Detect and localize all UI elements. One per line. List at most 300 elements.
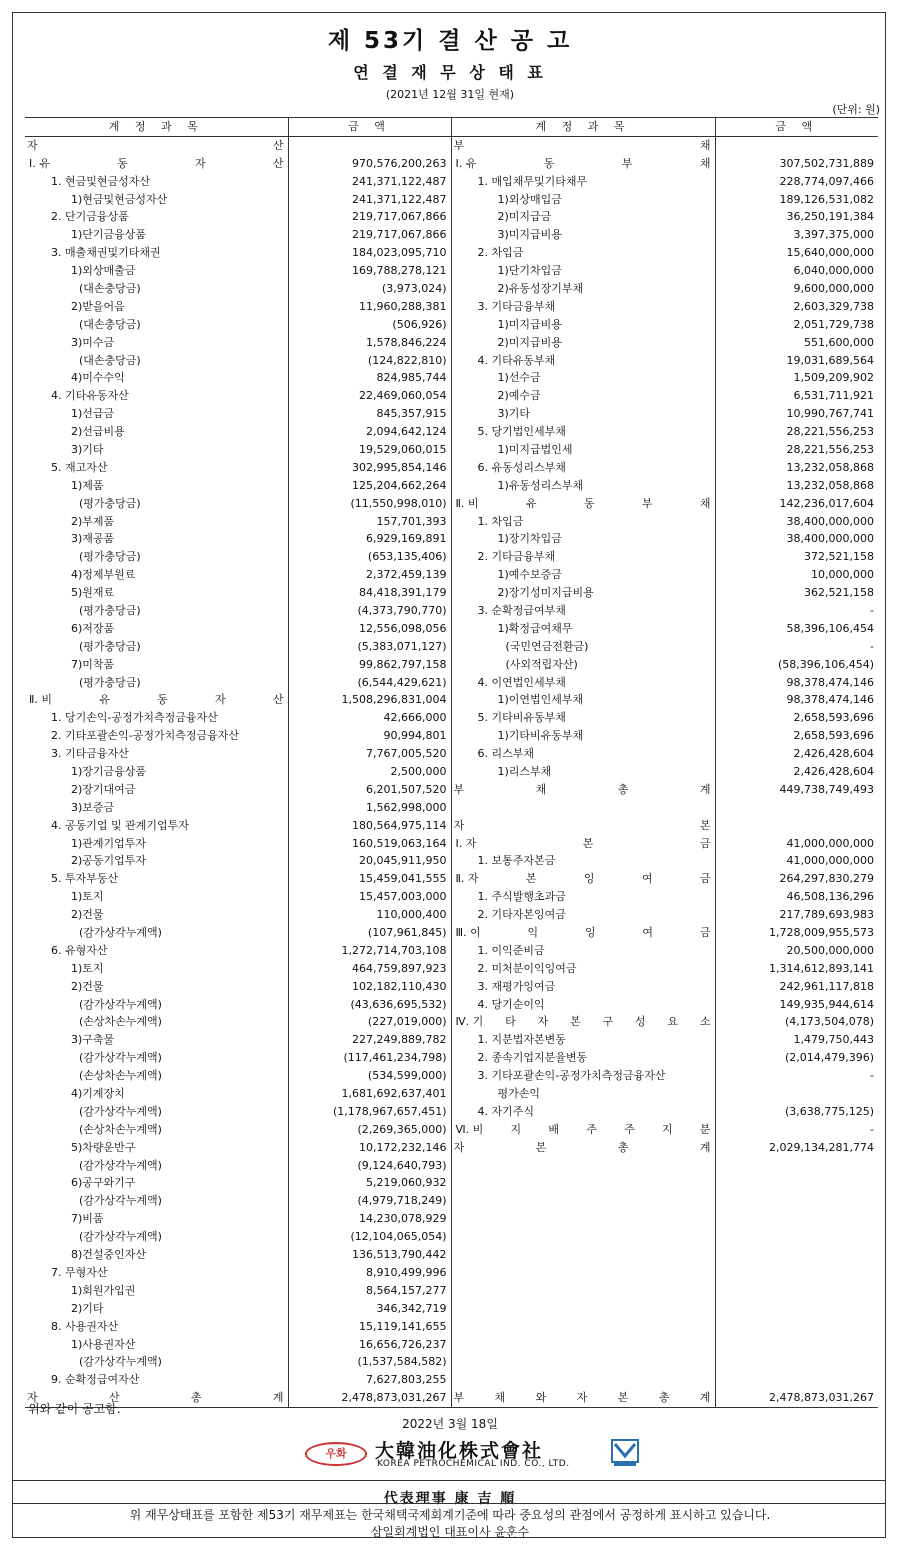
liability-equity-account: 1. 이익준비금 — [451, 942, 715, 960]
asset-amount: 464,759,897,923 — [288, 960, 451, 978]
liability-equity-account: 6. 리스부채 — [451, 745, 715, 763]
table-row — [25, 262, 878, 280]
asset-amount: 5,219,060,932 — [288, 1175, 451, 1193]
asset-amount: 180,564,975,114 — [288, 817, 451, 835]
liability-equity-amount: 142,236,017,604 — [715, 495, 878, 513]
liability-equity-amount — [715, 1085, 878, 1103]
asset-account: (감가상각누계액) — [79, 1230, 162, 1244]
liability-equity-account: 2. 미처분이익잉여금 — [451, 960, 715, 978]
asset-account: 2)건물 — [71, 908, 104, 922]
table-row — [25, 298, 878, 316]
asset-account: 자 산 — [27, 138, 284, 152]
liability-equity-account: 3)미지급비용 — [451, 226, 715, 244]
liability-equity-amount: 2,603,329,738 — [715, 298, 878, 316]
asset-account: 7)미착품 — [71, 657, 115, 671]
asset-account: 2)받을어음 — [71, 299, 125, 313]
asset-amount: 14,230,078,929 — [288, 1210, 451, 1228]
asset-amount: (1,178,967,657,451) — [288, 1103, 451, 1121]
asset-account: 4)정제부원료 — [71, 568, 136, 582]
table-row — [25, 1175, 878, 1193]
table-row — [25, 1228, 878, 1246]
page-title: 제 53기 결 산 공 고 — [327, 28, 573, 54]
liability-equity-amount — [715, 1318, 878, 1336]
header-amount-right: 금 액 — [715, 118, 878, 137]
liability-equity-amount: 6,531,711,921 — [715, 387, 878, 405]
asset-amount: (12,104,065,054) — [288, 1228, 451, 1246]
asset-amount: 10,172,232,146 — [288, 1139, 451, 1157]
asset-account: 1)현금및현금성자산 — [71, 192, 168, 206]
liability-equity-amount: 10,000,000 — [715, 566, 878, 584]
liability-equity-amount: 449,738,749,493 — [715, 781, 878, 799]
asset-account: 1)외상매출금 — [71, 264, 136, 278]
table-row — [25, 352, 878, 370]
asset-account: 1)장기금융상품 — [71, 765, 147, 778]
liability-equity-account: 2)유동성장기부채 — [451, 280, 715, 298]
liability-equity-amount: 58,396,106,454 — [715, 620, 878, 638]
asset-amount: 1,681,692,637,401 — [288, 1085, 451, 1103]
liability-equity-account: 부 채 — [451, 136, 715, 154]
asset-account: 3)보증금 — [71, 800, 115, 814]
asset-account: 2)장기대여금 — [71, 782, 136, 796]
asset-account: Ⅱ. 비 유 동 자 산 — [29, 693, 284, 707]
liability-equity-account: 2. 차입금 — [451, 244, 715, 262]
liability-equity-amount: 38,400,000,000 — [715, 530, 878, 548]
liability-equity-account: 2)미지급금 — [451, 208, 715, 226]
asset-account: (감가상각누계액) — [79, 1355, 162, 1369]
table-row — [25, 1192, 878, 1210]
liability-equity-amount — [715, 817, 878, 835]
asset-account: 4)미수수익 — [71, 371, 125, 385]
asset-amount: (2,269,365,000) — [288, 1121, 451, 1139]
liability-equity-amount: (2,014,479,396) — [715, 1049, 878, 1067]
asset-account: 8)건설중인자산 — [71, 1248, 147, 1262]
liability-equity-amount: 20,500,000,000 — [715, 942, 878, 960]
asset-amount: 1,508,296,831,004 — [288, 692, 451, 710]
liability-equity-amount: - — [715, 1121, 878, 1139]
asset-amount: (4,373,790,770) — [288, 602, 451, 620]
liability-equity-account: 1. 차입금 — [451, 513, 715, 531]
asset-account: 3)미수금 — [71, 335, 115, 349]
liability-equity-account: 3. 기타금융부채 — [451, 298, 715, 316]
liability-equity-account: 1. 보통주자본금 — [451, 853, 715, 871]
table-row — [25, 620, 878, 638]
liability-equity-amount: (3,638,775,125) — [715, 1103, 878, 1121]
liability-equity-account: 부 채 와 자 본 총 계 — [451, 1389, 715, 1407]
liability-equity-account: 3. 재평가잉여금 — [451, 978, 715, 996]
asset-amount: 99,862,797,158 — [288, 656, 451, 674]
asset-amount: (43,636,695,532) — [288, 996, 451, 1014]
asset-account: (대손충당금) — [79, 281, 141, 295]
table-row — [25, 1264, 878, 1282]
asset-amount: (506,926) — [288, 316, 451, 334]
closing-statement: 위와 같이 공고함. — [28, 1402, 121, 1416]
asset-account: 1)회원가입권 — [71, 1283, 136, 1297]
asset-amount: (124,822,810) — [288, 352, 451, 370]
table-row — [25, 817, 878, 835]
liability-equity-amount: 15,640,000,000 — [715, 244, 878, 262]
liability-equity-account: 2)장기성미지급비용 — [451, 584, 715, 602]
liability-equity-account — [451, 1157, 715, 1175]
liability-equity-amount: 2,658,593,696 — [715, 727, 878, 745]
liability-equity-amount — [715, 1371, 878, 1389]
liability-equity-account — [451, 1371, 715, 1389]
company-logo-icon: 우화 — [305, 1442, 367, 1466]
asset-account: (감가상각누계액) — [79, 1158, 162, 1172]
table-row — [25, 173, 878, 191]
liability-equity-account: 3)기타 — [451, 405, 715, 423]
asset-amount: (4,979,718,249) — [288, 1192, 451, 1210]
table-row — [25, 1049, 878, 1067]
liability-equity-account: 1)확정급여채무 — [451, 620, 715, 638]
table-row — [25, 727, 878, 745]
asset-amount: 2,478,873,031,267 — [288, 1389, 451, 1407]
table-body — [25, 136, 878, 1407]
asset-account: (평가충당금) — [79, 496, 141, 510]
liability-equity-amount — [715, 1264, 878, 1282]
liability-equity-amount: 9,600,000,000 — [715, 280, 878, 298]
table-row — [25, 548, 878, 566]
liability-equity-account: 3. 순확정급여부채 — [451, 602, 715, 620]
liability-equity-account: 평가손익 — [451, 1085, 715, 1103]
table-row — [25, 674, 878, 692]
table-row — [25, 513, 878, 531]
asset-amount: 6,929,169,891 — [288, 530, 451, 548]
asset-amount: 241,371,122,487 — [288, 191, 451, 209]
liability-equity-account: Ⅳ. 기 타 자 본 구 성 요 소 — [451, 1014, 715, 1032]
table-row — [25, 924, 878, 942]
liability-equity-account — [451, 1246, 715, 1264]
asset-account: 2. 단기금융상품 — [51, 210, 129, 224]
table-row — [25, 566, 878, 584]
liability-equity-amount: 2,426,428,604 — [715, 745, 878, 763]
liability-equity-amount: 149,935,944,614 — [715, 996, 878, 1014]
divider — [12, 1503, 886, 1504]
liability-equity-account: 1)유동성리스부채 — [451, 477, 715, 495]
table-row — [25, 191, 878, 209]
asset-amount: (107,961,845) — [288, 924, 451, 942]
company-block — [305, 1436, 655, 1472]
liability-equity-amount — [715, 1157, 878, 1175]
liability-equity-account: 1)외상매입금 — [451, 191, 715, 209]
liability-equity-amount: 372,521,158 — [715, 548, 878, 566]
asset-account: (감가상각누계액) — [79, 997, 162, 1011]
liability-equity-amount — [715, 1175, 878, 1193]
liability-equity-amount: 2,658,593,696 — [715, 709, 878, 727]
table-row — [25, 226, 878, 244]
statement-title: 연 결 재 무 상 태 표 — [353, 63, 547, 82]
header-account-left: 계 정 과 목 — [25, 118, 288, 137]
asset-account: (대손충당금) — [79, 317, 141, 331]
asset-amount: 1,562,998,000 — [288, 799, 451, 817]
table-row — [25, 280, 878, 298]
table-row — [25, 136, 878, 154]
table-row — [25, 1085, 878, 1103]
asset-account: 1)관계기업투자 — [71, 836, 147, 850]
table-row — [25, 960, 878, 978]
liability-equity-amount: - — [715, 602, 878, 620]
asset-account: 1)토지 — [71, 961, 104, 975]
asset-amount: (1,537,584,582) — [288, 1353, 451, 1371]
liability-equity-account — [451, 1336, 715, 1354]
liability-equity-account: 자 본 — [451, 817, 715, 835]
table-row — [25, 1103, 878, 1121]
table-row — [25, 656, 878, 674]
asset-amount: 6,201,507,520 — [288, 781, 451, 799]
table-row — [25, 316, 878, 334]
table-row — [25, 1389, 878, 1407]
table-row — [25, 387, 878, 405]
company-name-english: KOREA PETROCHEMICAL IND. CO., LTD. — [377, 1459, 570, 1469]
liability-equity-amount: 1,314,612,893,141 — [715, 960, 878, 978]
table-row — [25, 1014, 878, 1032]
liability-equity-amount: 6,040,000,000 — [715, 262, 878, 280]
table-row — [25, 906, 878, 924]
liability-equity-account — [451, 1300, 715, 1318]
liability-equity-amount: 19,031,689,564 — [715, 352, 878, 370]
liability-equity-amount: 2,478,873,031,267 — [715, 1389, 878, 1407]
liability-equity-amount — [715, 136, 878, 154]
liability-equity-account: Ⅱ. 자 본 잉 여 금 — [451, 870, 715, 888]
liability-equity-account — [451, 1264, 715, 1282]
asset-amount: 8,564,157,277 — [288, 1282, 451, 1300]
asset-amount: 136,513,790,442 — [288, 1246, 451, 1264]
asset-account: 9. 순확정급여자산 — [51, 1373, 140, 1387]
asset-amount: 11,960,288,381 — [288, 298, 451, 316]
asset-account: (평가충당금) — [79, 603, 141, 617]
asset-amount: 22,469,060,054 — [288, 387, 451, 405]
liability-equity-account: 2. 종속기업지분율변동 — [451, 1049, 715, 1067]
asset-account: 자 산 총 계 — [25, 1389, 288, 1407]
liability-equity-amount: 1,728,009,955,573 — [715, 924, 878, 942]
liability-equity-account: Ⅵ. 비 지 배 주 주 지 분 — [451, 1121, 715, 1139]
asset-amount: (534,599,000) — [288, 1067, 451, 1085]
asset-amount: 824,985,744 — [288, 369, 451, 387]
liability-equity-account: 2)예수금 — [451, 387, 715, 405]
liability-equity-amount — [715, 1228, 878, 1246]
table-row — [25, 1067, 878, 1085]
asset-amount: 90,994,801 — [288, 727, 451, 745]
asset-account: 3. 기타금융자산 — [51, 747, 129, 761]
liability-equity-amount: 1,509,209,902 — [715, 369, 878, 387]
table-row — [25, 244, 878, 262]
asset-account: 7. 무형자산 — [51, 1265, 108, 1279]
table-row — [25, 888, 878, 906]
liability-equity-account: 1. 지분법자본변동 — [451, 1031, 715, 1049]
liability-equity-amount — [715, 1353, 878, 1371]
asset-amount: (3,973,024) — [288, 280, 451, 298]
divider — [12, 1480, 886, 1481]
liability-equity-amount: 28,221,556,253 — [715, 441, 878, 459]
liability-equity-account: 2. 기타금융부채 — [451, 548, 715, 566]
liability-equity-account: 자 본 총 계 — [451, 1139, 715, 1157]
liability-equity-amount: 307,502,731,889 — [715, 155, 878, 173]
asset-amount: 12,556,098,056 — [288, 620, 451, 638]
liability-equity-amount: 13,232,058,868 — [715, 459, 878, 477]
asset-amount: 125,204,662,264 — [288, 477, 451, 495]
liability-equity-account — [451, 1318, 715, 1336]
table-row — [25, 1282, 878, 1300]
asset-amount: 16,656,726,237 — [288, 1336, 451, 1354]
asset-amount: 15,459,041,555 — [288, 870, 451, 888]
asset-amount: 102,182,110,430 — [288, 978, 451, 996]
liability-equity-amount — [715, 1246, 878, 1264]
liability-equity-amount: 2,426,428,604 — [715, 763, 878, 781]
asset-account: 2)부제품 — [71, 514, 115, 528]
liability-equity-amount — [715, 1300, 878, 1318]
liability-equity-amount — [715, 1336, 878, 1354]
asset-amount: (653,135,406) — [288, 548, 451, 566]
liability-equity-account: 5. 당기법인세부채 — [451, 423, 715, 441]
liability-equity-amount: 551,600,000 — [715, 334, 878, 352]
asset-account: (평가충당금) — [79, 639, 141, 653]
liability-equity-amount — [715, 1192, 878, 1210]
asset-account: 1)제품 — [71, 478, 104, 492]
liability-equity-amount: 362,521,158 — [715, 584, 878, 602]
asset-account: 7)비품 — [71, 1212, 104, 1226]
asset-amount: 184,023,095,710 — [288, 244, 451, 262]
liability-equity-account: 1)선수금 — [451, 369, 715, 387]
asset-account: 1)단기금융상품 — [71, 228, 147, 242]
asset-amount: 15,457,003,000 — [288, 888, 451, 906]
liability-equity-account: Ⅱ. 비 유 동 부 채 — [451, 495, 715, 513]
asset-amount — [288, 136, 451, 154]
header-amount-left: 금 액 — [288, 118, 451, 137]
asset-amount: (227,019,000) — [288, 1014, 451, 1032]
asset-account: (손상차손누계액) — [79, 1069, 162, 1083]
liability-equity-account: Ⅰ. 자 본 금 — [451, 835, 715, 853]
asset-account: 6)저장품 — [71, 621, 115, 635]
asset-account: 1)사용권자산 — [71, 1337, 136, 1351]
asset-account: (감가상각누계액) — [79, 926, 162, 940]
asset-account: Ⅰ. 유 동 자 산 — [29, 156, 284, 170]
asset-amount: 227,249,889,782 — [288, 1031, 451, 1049]
liability-equity-amount: 13,232,058,868 — [715, 477, 878, 495]
asset-amount: 2,094,642,124 — [288, 423, 451, 441]
asset-account: 2)선급비용 — [71, 425, 125, 439]
as-of-date: (2021년 12월 31일 현재) — [385, 88, 515, 101]
liability-equity-account: 1. 주식발행초과금 — [451, 888, 715, 906]
table-row — [25, 530, 878, 548]
asset-account: 3)구축물 — [71, 1033, 115, 1047]
asset-amount: 219,717,067,866 — [288, 208, 451, 226]
asset-account: 3)재공품 — [71, 532, 115, 546]
asset-account: (대손충당금) — [79, 353, 141, 367]
liability-equity-amount: 98,378,474,146 — [715, 674, 878, 692]
liability-equity-amount: 36,250,191,384 — [715, 208, 878, 226]
asset-amount: 1,272,714,703,108 — [288, 942, 451, 960]
liability-equity-account: 1)예수보증금 — [451, 566, 715, 584]
table-row — [25, 369, 878, 387]
table-row — [25, 1353, 878, 1371]
table-row — [25, 155, 878, 173]
table-row — [25, 208, 878, 226]
liability-equity-account: Ⅲ. 이 익 잉 여 금 — [451, 924, 715, 942]
asset-account: 1)토지 — [71, 890, 104, 904]
liability-equity-account: 1)미지급비용 — [451, 316, 715, 334]
asset-amount: 7,627,803,255 — [288, 1371, 451, 1389]
asset-amount: 845,357,915 — [288, 405, 451, 423]
table-row — [25, 996, 878, 1014]
liability-equity-amount: 28,221,556,253 — [715, 423, 878, 441]
table-row — [25, 423, 878, 441]
table-row — [25, 1371, 878, 1389]
liability-equity-account — [451, 1353, 715, 1371]
table-row — [25, 602, 878, 620]
asset-account: (손상차손누계액) — [79, 1122, 162, 1136]
liability-equity-amount: 2,029,134,281,774 — [715, 1139, 878, 1157]
liability-equity-account: Ⅰ. 유 동 부 채 — [451, 155, 715, 173]
table-row — [25, 1210, 878, 1228]
liability-equity-account — [451, 1282, 715, 1300]
asset-account: 5)차량운반구 — [71, 1140, 136, 1154]
asset-amount: 2,372,459,139 — [288, 566, 451, 584]
table-row — [25, 441, 878, 459]
liability-equity-amount: 217,789,693,983 — [715, 906, 878, 924]
liability-equity-amount: 2,051,729,738 — [715, 316, 878, 334]
liability-equity-account: 2. 기타자본잉여금 — [451, 906, 715, 924]
asset-amount: 241,371,122,487 — [288, 173, 451, 191]
asset-amount: 15,119,141,655 — [288, 1318, 451, 1336]
auditor-name: 삼일회계법인 대표이사 윤훈수 — [370, 1525, 530, 1539]
asset-amount: 302,995,854,146 — [288, 459, 451, 477]
liability-equity-amount: 41,000,000,000 — [715, 853, 878, 871]
liability-equity-account: 1. 매입채무및기타채무 — [451, 173, 715, 191]
liability-equity-amount — [715, 799, 878, 817]
liability-equity-account: 2)미지급비용 — [451, 334, 715, 352]
liability-equity-amount: - — [715, 1067, 878, 1085]
liability-equity-account: 1)이연법인세부채 — [451, 692, 715, 710]
liability-equity-account: 1)단기차입금 — [451, 262, 715, 280]
asset-account: 4. 기타유동자산 — [51, 389, 129, 403]
asset-account: 5. 투자부동산 — [51, 872, 119, 886]
liability-equity-account — [451, 1228, 715, 1246]
liability-equity-amount: 189,126,531,082 — [715, 191, 878, 209]
liability-equity-account: 1)기타비유동부채 — [451, 727, 715, 745]
table-row — [25, 745, 878, 763]
asset-account: 2. 기타포괄손익-공정가치측정금융자산 — [51, 729, 239, 743]
liability-equity-account — [451, 1210, 715, 1228]
asset-amount: 1,578,846,224 — [288, 334, 451, 352]
table-row — [25, 870, 878, 888]
table-row — [25, 638, 878, 656]
asset-amount: (5,383,071,127) — [288, 638, 451, 656]
table-row — [25, 495, 878, 513]
asset-account: 1. 당기손익-공정가치측정금융자산 — [51, 711, 218, 725]
asset-account: 4)기계장치 — [71, 1087, 125, 1101]
asset-amount: 7,767,005,520 — [288, 745, 451, 763]
asset-account: (감가상각누계액) — [79, 1104, 162, 1118]
table-row — [25, 584, 878, 602]
asset-amount: 169,788,278,121 — [288, 262, 451, 280]
liability-equity-account: 4. 이연법인세부채 — [451, 674, 715, 692]
asset-amount: 970,576,200,263 — [288, 155, 451, 173]
asset-amount: (11,550,998,010) — [288, 495, 451, 513]
liability-equity-amount: 46,508,136,296 — [715, 888, 878, 906]
asset-account: 6. 유형자산 — [51, 943, 108, 957]
table-row — [25, 1139, 878, 1157]
asset-account: 3. 매출채권및기타채권 — [51, 246, 161, 260]
liability-equity-account: 1)리스부채 — [451, 763, 715, 781]
asset-amount: 160,519,063,164 — [288, 835, 451, 853]
asset-account: 8. 사용권자산 — [51, 1319, 119, 1333]
table-row — [25, 835, 878, 853]
audit-statement: 위 재무상태표를 포함한 제53기 재무제표는 한국채택국제회계기준에 따라 중요성의 관점에서 공정하게 표시하고 있습니다. — [129, 1508, 771, 1522]
liability-equity-account — [451, 799, 715, 817]
liability-equity-amount — [715, 1282, 878, 1300]
table-row — [25, 763, 878, 781]
liability-equity-amount: 41,000,000,000 — [715, 835, 878, 853]
table-row — [25, 334, 878, 352]
